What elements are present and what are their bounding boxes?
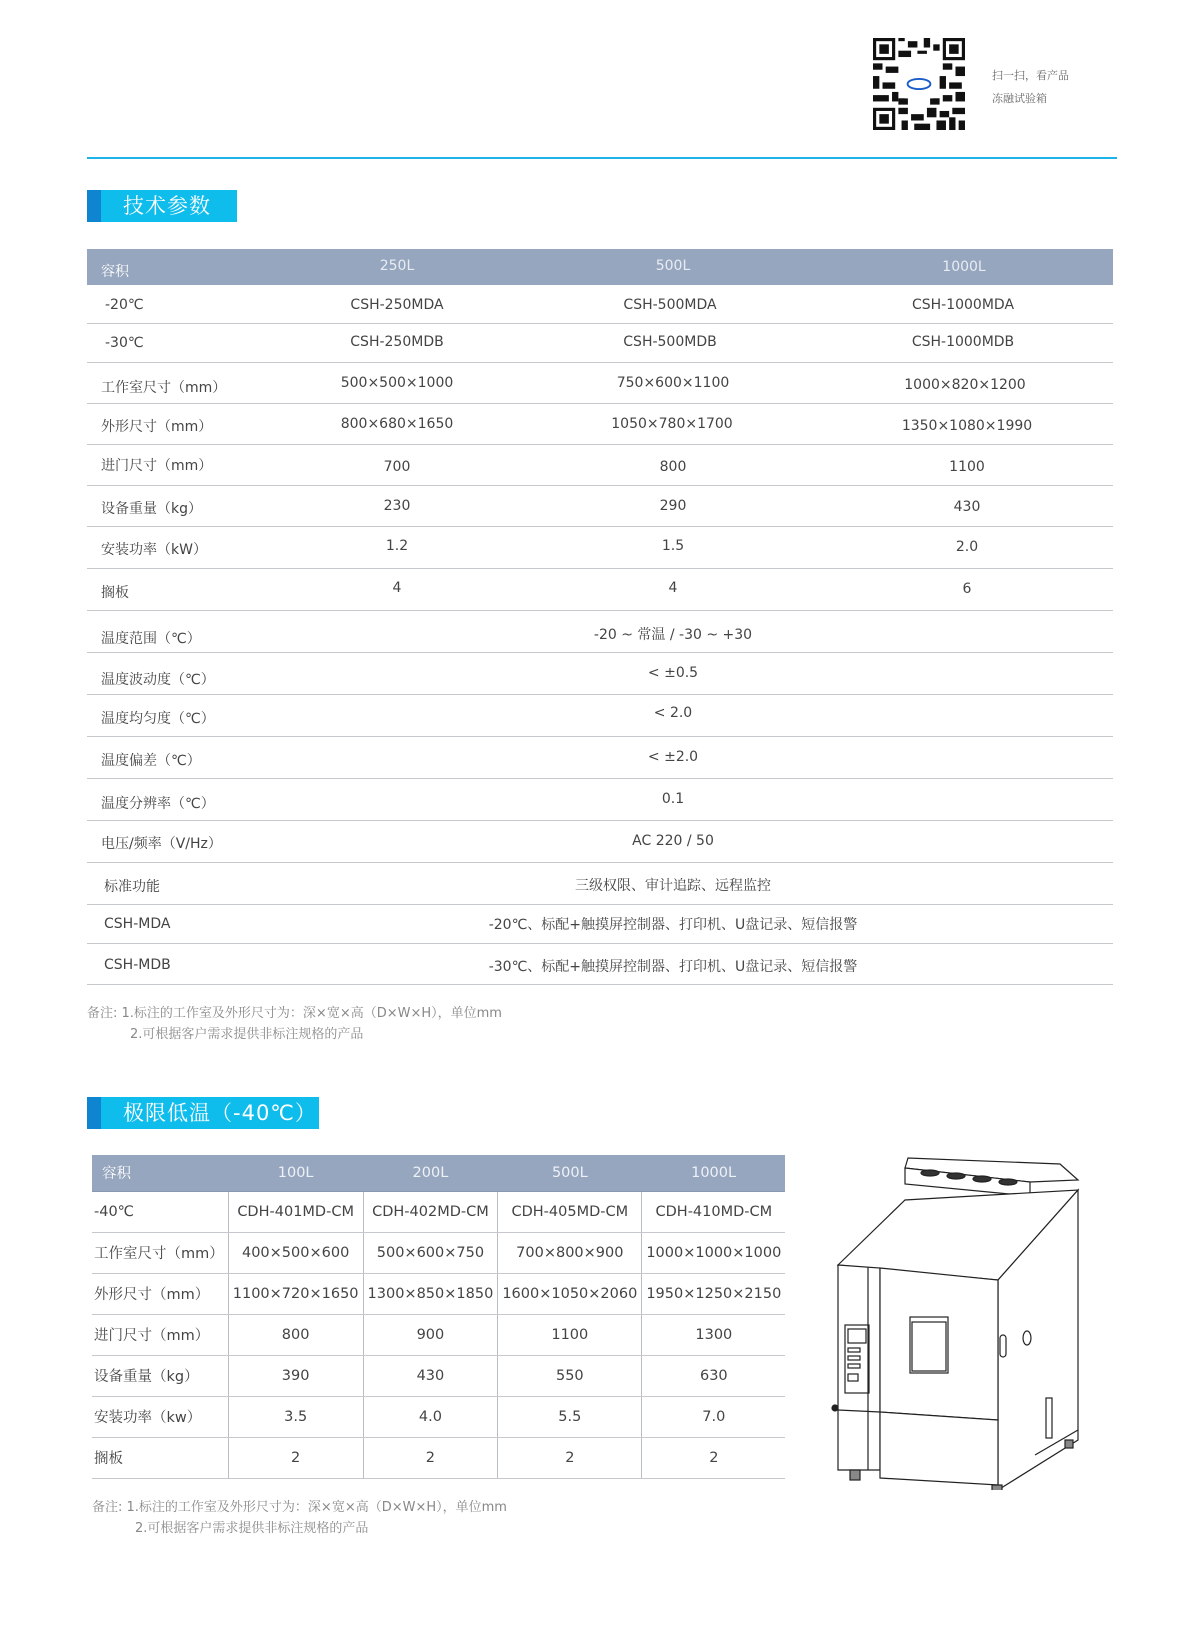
table-header-row (92, 1155, 785, 1191)
cell: 800 (228, 1314, 363, 1355)
table-row-span (87, 905, 1113, 944)
cell: 2 (363, 1437, 498, 1478)
cell: 1350×1080×1990 (901, 418, 1033, 434)
table-row (92, 1273, 785, 1314)
row-label: 外形尺寸（mm） (92, 1273, 228, 1314)
cell: < ±2.0 (647, 749, 699, 765)
cell: 390 (228, 1355, 363, 1396)
header-200l: 200L (363, 1155, 498, 1191)
row-label: CSH-MDA (104, 916, 171, 932)
row-label: -40℃ (92, 1191, 228, 1232)
cell: 550 (498, 1355, 642, 1396)
test-chamber-illustration-icon (820, 1140, 1090, 1490)
table-row-span (87, 944, 1113, 985)
cell: 1100 (949, 459, 985, 475)
table-row (87, 569, 1113, 611)
cell: 2.0 (955, 539, 979, 555)
cell: 290 (659, 498, 687, 514)
cell: 1000×820×1200 (904, 377, 1026, 393)
cell: 500×600×750 (363, 1232, 498, 1273)
note-line1: 1.标注的工作室及外形尺寸为：深×宽×高（D×W×H），单位mm (121, 1006, 502, 1021)
row-label: 安装功率（kw） (92, 1396, 228, 1437)
table-row-span (87, 695, 1113, 737)
cell: 1100×720×1650 (228, 1273, 363, 1314)
table-row (92, 1314, 785, 1355)
cell: 1950×1250×2150 (642, 1273, 786, 1314)
row-label: 温度均匀度（℃） (101, 711, 215, 727)
row-label: 搁板 (92, 1437, 228, 1478)
cell: 6 (962, 581, 972, 597)
note-label: 备注: (87, 1006, 118, 1021)
row-label: 外形尺寸（mm） (101, 419, 213, 435)
cell: 800×680×1650 (340, 416, 454, 432)
header-divider (87, 157, 1117, 159)
cell: -30℃、标配+触摸屏控制器、打印机、U盘记录、短信报警 (488, 959, 858, 975)
cell: 5.5 (498, 1396, 642, 1437)
cell: 三级权限、审计追踪、远程监控 (575, 878, 771, 894)
table-row (87, 404, 1113, 445)
cell: 400×500×600 (228, 1232, 363, 1273)
row-label: -30℃ (105, 335, 144, 351)
cell: 1600×1050×2060 (498, 1273, 642, 1314)
table-row-span (87, 737, 1113, 779)
table-row (87, 527, 1113, 569)
table-row-span (87, 821, 1113, 863)
table-row (87, 285, 1113, 324)
cell: CDH-405MD-CM (498, 1191, 642, 1232)
cell: CSH-1000MDA (911, 297, 1015, 313)
table-row (87, 324, 1113, 363)
row-label: 进门尺寸（mm） (101, 458, 213, 474)
table-row (87, 445, 1113, 486)
tech-params-table (87, 249, 1113, 985)
cell: 3.5 (228, 1396, 363, 1437)
cell: CDH-410MD-CM (642, 1191, 786, 1232)
cell: 4 (392, 580, 402, 596)
header-500l: 500L (655, 258, 691, 274)
row-label: 安装功率（kW） (101, 542, 207, 558)
row-label: 搁板 (101, 585, 129, 601)
table-row (92, 1437, 785, 1478)
row-label: 温度范围（℃） (101, 631, 201, 647)
note-line1: 1.标注的工作室及外形尺寸为：深×宽×高（D×W×H），单位mm (126, 1500, 507, 1515)
row-label: 工作室尺寸（mm） (92, 1232, 228, 1273)
cell: < ±0.5 (647, 665, 699, 681)
cell: 4 (668, 580, 678, 596)
table-row-span (87, 653, 1113, 695)
cell: 4.0 (363, 1396, 498, 1437)
cell: 500×500×1000 (340, 375, 454, 391)
cell: < 2.0 (653, 705, 693, 721)
header-500l: 500L (498, 1155, 642, 1191)
cell: 1050×780×1700 (611, 416, 733, 432)
row-label: 设备重量（kg） (92, 1355, 228, 1396)
cell: 800 (659, 459, 687, 475)
row-label: 温度分辨率（℃） (101, 796, 215, 812)
table-row (92, 1355, 785, 1396)
table-row (87, 363, 1113, 404)
row-label: 温度偏差（℃） (101, 753, 201, 769)
cell: 1300×850×1850 (363, 1273, 498, 1314)
table-header-row (87, 249, 1113, 285)
cell: 2 (642, 1437, 786, 1478)
row-label: 进门尺寸（mm） (92, 1314, 228, 1355)
note-line2: 2.可根据客户需求提供非标注规格的产品 (135, 1521, 369, 1536)
cell: -20 ~ 常温 / -30 ~ +30 (593, 627, 753, 643)
table-row-span (87, 611, 1113, 653)
cell: 700×800×900 (498, 1232, 642, 1273)
cell: 7.0 (642, 1396, 786, 1437)
table-row (92, 1232, 785, 1273)
table-row (87, 486, 1113, 527)
cell: 230 (383, 498, 411, 514)
cell: 630 (642, 1355, 786, 1396)
cell: 1.5 (661, 538, 685, 554)
cell: CSH-500MDB (623, 334, 717, 350)
cell: 0.1 (661, 791, 685, 807)
row-label: 设备重量（kg） (101, 501, 202, 517)
table2-note (92, 1497, 507, 1539)
cell: 700 (383, 459, 411, 475)
cell: 1.2 (385, 538, 409, 554)
cell: CSH-1000MDB (911, 334, 1015, 350)
table-row (92, 1396, 785, 1437)
cell: 1000×1000×1000 (642, 1232, 786, 1273)
qr-caption-line1: 扫一扫，看产品 (992, 69, 1069, 82)
cell: 1300 (642, 1314, 786, 1355)
table-row-span (87, 779, 1113, 821)
section-title-tech-params: 技术参数 (87, 190, 237, 222)
cell: 430 (363, 1355, 498, 1396)
extreme-low-temp-table (92, 1155, 785, 1479)
cell: CDH-402MD-CM (363, 1191, 498, 1232)
row-label: 电压/频率（V/Hz） (101, 836, 222, 852)
header-capacity: 容积 (92, 1155, 228, 1191)
note-label: 备注: (92, 1500, 123, 1515)
row-label: CSH-MDB (104, 957, 171, 973)
cell: 430 (953, 499, 981, 515)
cell: 2 (228, 1437, 363, 1478)
row-label: 温度波动度（℃） (101, 672, 215, 688)
row-label: 工作室尺寸（mm） (101, 380, 227, 396)
cell: CSH-500MDA (623, 297, 717, 313)
qr-code-icon[interactable] (870, 38, 968, 130)
cell: CDH-401MD-CM (228, 1191, 363, 1232)
qr-caption (992, 64, 1069, 110)
cell: -20℃、标配+触摸屏控制器、打印机、U盘记录、短信报警 (488, 917, 858, 933)
qr-caption-line2: 冻融试验箱 (992, 92, 1047, 105)
cell: 1100 (498, 1314, 642, 1355)
table-row-span (87, 863, 1113, 905)
header-100l: 100L (228, 1155, 363, 1191)
cell: 900 (363, 1314, 498, 1355)
cell: AC 220 / 50 (632, 833, 714, 849)
row-label: 标准功能 (104, 879, 160, 895)
header-250l: 250L (379, 258, 415, 274)
header-capacity: 容积 (101, 264, 129, 280)
cell: CSH-250MDB (350, 334, 444, 350)
row-label: -20℃ (105, 297, 144, 313)
table-row (92, 1191, 785, 1232)
cell: 750×600×1100 (616, 375, 730, 391)
table1-note (87, 1003, 502, 1045)
cell: 2 (498, 1437, 642, 1478)
header-1000l: 1000L (642, 1155, 786, 1191)
section-title-extreme-low-temp: 极限低温（-40℃） (87, 1097, 319, 1129)
header-1000l: 1000L (942, 259, 986, 275)
cell: CSH-250MDA (350, 297, 444, 313)
note-line2: 2.可根据客户需求提供非标注规格的产品 (130, 1027, 364, 1042)
